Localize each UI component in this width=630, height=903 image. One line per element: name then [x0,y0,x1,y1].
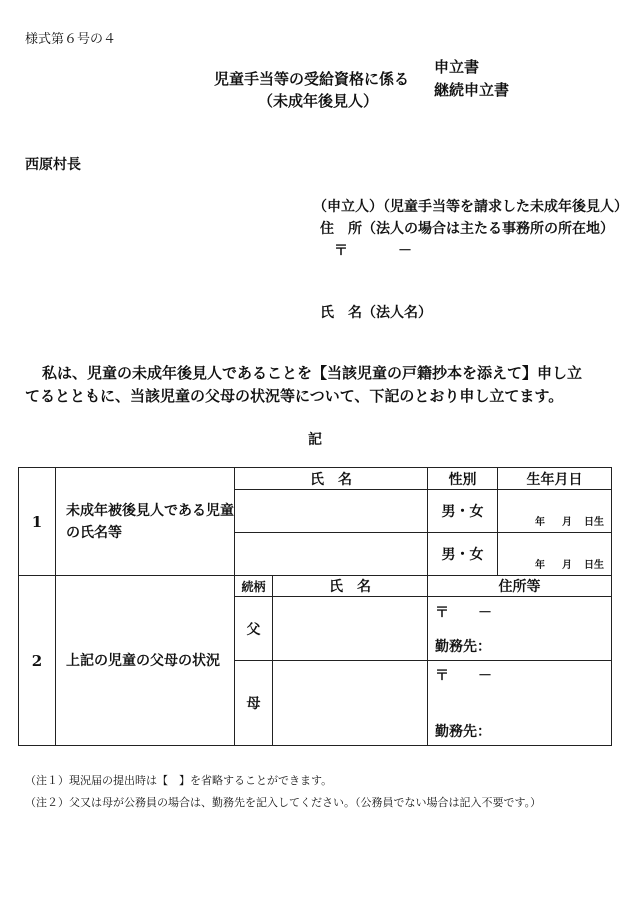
declaration-line-2: てるとともに、当該児童の父母の状況等について、下記のとおり申し立てます。 [25,387,564,405]
child2-dob-field[interactable] [498,533,612,576]
mother-postal-mark: 〒 [435,668,449,684]
note-1: （注１）現況届の提出時は【 】を省略することができます。 [25,774,333,787]
form-type-application: 申立書 [434,58,480,76]
status-table [18,467,612,746]
note-2: （注２）父又は母が公務員の場合は、勤務先を記入してください。（公務員でない場合は記入不要です。） [25,796,542,809]
child1-gender-option[interactable]: 男・女 [428,490,498,533]
relation-father: 父 [235,597,273,661]
applicant-name-label: 氏 名（法人名） [320,305,432,321]
father-name-field[interactable] [273,597,428,661]
row2-header-relation: 続柄 [235,576,273,597]
dob-month-label: 月 [562,560,572,571]
form-title: 児童手当等の受給資格に係る [214,70,410,88]
applicant-postal-mark: 〒 [334,243,348,259]
relation-mother: 母 [235,661,273,746]
mother-name-field[interactable] [273,661,428,746]
row1-header-dob: 生年月日 [498,468,612,490]
form-subtitle: （未成年後見人） [258,92,379,110]
child1-name-field[interactable] [235,490,428,533]
child1-dob-field[interactable] [498,490,612,533]
applicant-address-label: 住 所（法人の場合は主たる事務所の所在地） [320,221,614,237]
applicant-header: （申立人）（児童手当等を請求した未成年後見人） [313,199,628,215]
mother-workplace-label: 勤務先： [435,724,491,740]
dob-year-label: 年 [535,560,545,571]
row2-label: 上記の児童の父母の状況 [56,576,235,746]
child2-name-field[interactable] [235,533,428,576]
row1-header-name: 氏 名 [235,468,428,490]
father-workplace-label: 勤務先： [435,638,491,655]
row2-number: 2 [19,576,56,746]
applicant-postal-dash: － [398,243,412,259]
father-postal-dash: － [478,604,492,621]
dob-year-label: 年 [535,517,545,528]
row2-header-address: 住所等 [428,576,612,597]
row1-header-gender: 性別 [428,468,498,490]
father-address-field[interactable] [428,597,612,661]
child2-gender-option[interactable]: 男・女 [428,533,498,576]
row2-header-name: 氏 名 [273,576,428,597]
mother-postal-dash: － [478,668,492,684]
ki-heading: 記 [308,432,322,448]
father-postal-mark: 〒 [435,604,449,621]
row1-label: 未成年被後見人である児童の氏名等 [56,468,235,576]
row1-number: 1 [19,468,56,576]
dob-day-label: 日生 [584,517,604,528]
declaration-line-1: 私は、児童の未成年後見人であることを【当該児童の戸籍抄本を添えて】申し立 [42,364,583,382]
form-number: 様式第６号の４ [25,32,117,47]
form-type-continuation: 継続申立書 [434,81,510,99]
addressee: 西原村長 [25,157,81,173]
mother-address-field[interactable] [428,661,612,746]
dob-day-label: 日生 [584,560,604,571]
dob-month-label: 月 [562,517,572,528]
